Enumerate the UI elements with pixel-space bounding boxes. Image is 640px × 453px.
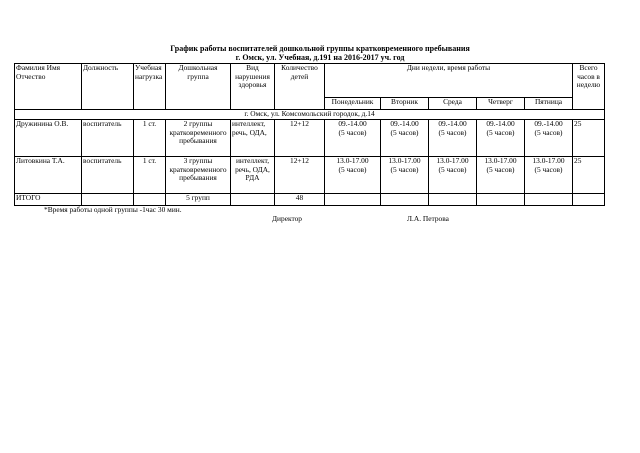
header-row bbox=[15, 64, 605, 98]
footnote: *Время работы одной группы -1час 30 мин. bbox=[44, 205, 182, 214]
table-row bbox=[15, 157, 605, 194]
teacher-children: 12+12 bbox=[275, 120, 325, 157]
day-friday: Пятница bbox=[525, 98, 573, 110]
teacher-load: 1 ст. bbox=[134, 120, 166, 157]
teacher-total: 25 bbox=[573, 157, 605, 194]
day-thursday: Четверг bbox=[477, 98, 525, 110]
header-days-title: Дни недели, время работы bbox=[325, 64, 573, 98]
totals-children: 48 bbox=[275, 194, 325, 206]
table-row bbox=[15, 120, 605, 157]
teacher-disorder: интеллект, речь, ОДА, bbox=[231, 120, 275, 157]
empty-cell bbox=[573, 194, 605, 206]
empty-cell bbox=[82, 194, 134, 206]
empty-cell bbox=[325, 194, 381, 206]
teacher-group: 2 группы кратковременного пребывания bbox=[166, 120, 231, 157]
empty-cell bbox=[381, 194, 429, 206]
header-children: Количество детей bbox=[275, 64, 325, 110]
empty-cell bbox=[134, 194, 166, 206]
teacher-load: 1 ст. bbox=[134, 157, 166, 194]
teacher-name: Дружинина О.В. bbox=[15, 120, 82, 157]
empty-cell bbox=[525, 194, 573, 206]
time-cell: 13.0-17.00 (5 часов) bbox=[525, 157, 573, 194]
teacher-total: 25 bbox=[573, 120, 605, 157]
time-cell: 09.-14.00 (5 часов) bbox=[525, 120, 573, 157]
header-fio: Фамилия Имя Отчество bbox=[15, 64, 82, 110]
teacher-disorder: интеллект, речь, ОДА, РДА bbox=[231, 157, 275, 194]
totals-groups: 5 групп bbox=[166, 194, 231, 206]
time-cell: 09.-14.00 (5 часов) bbox=[325, 120, 381, 157]
time-cell: 13.0-17.00 (5 часов) bbox=[381, 157, 429, 194]
day-tuesday: Вторник bbox=[381, 98, 429, 110]
time-cell: 13.0-17.00 (5 часов) bbox=[325, 157, 381, 194]
document-title: График работы воспитателей дошкольной группы кратковременного пребывания bbox=[170, 44, 470, 53]
totals-label: ИТОГО bbox=[15, 194, 82, 206]
schedule-table bbox=[14, 63, 605, 206]
time-cell: 13.0-17.00 (5 часов) bbox=[477, 157, 525, 194]
header-group: Дошкольная группа bbox=[166, 64, 231, 110]
time-cell: 13.0-17.00 (5 часов) bbox=[429, 157, 477, 194]
location-cell: г. Омск, ул. Комсомольский городок, д.14 bbox=[15, 110, 605, 120]
teacher-position: воспитатель bbox=[82, 157, 134, 194]
location-row bbox=[15, 110, 605, 120]
time-cell: 09.-14.00 (5 часов) bbox=[381, 120, 429, 157]
day-wednesday: Среда bbox=[429, 98, 477, 110]
teacher-group: 3 группы кратковременного пребывания bbox=[166, 157, 231, 194]
director-label: Директор bbox=[272, 214, 302, 223]
document-subtitle: г. Омск, ул. Учебная, д.191 на 2016-2017 уч. год bbox=[235, 53, 405, 62]
director-name: Л.А. Петрова bbox=[407, 214, 449, 223]
empty-cell bbox=[231, 194, 275, 206]
time-cell: 09.-14.00 (5 часов) bbox=[477, 120, 525, 157]
teacher-children: 12+12 bbox=[275, 157, 325, 194]
header-load: Учебная нагрузка bbox=[134, 64, 166, 110]
empty-cell bbox=[429, 194, 477, 206]
empty-cell bbox=[477, 194, 525, 206]
totals-row bbox=[15, 194, 605, 206]
teacher-position: воспитатель bbox=[82, 120, 134, 157]
header-total-hours: Всего часов в неделю bbox=[573, 64, 605, 110]
header-disorder: Вид нарушения здоровья bbox=[231, 64, 275, 110]
day-monday: Понедельник bbox=[325, 98, 381, 110]
teacher-name: Литовкина Т.А. bbox=[15, 157, 82, 194]
header-position: Должность bbox=[82, 64, 134, 110]
time-cell: 09.-14.00 (5 часов) bbox=[429, 120, 477, 157]
